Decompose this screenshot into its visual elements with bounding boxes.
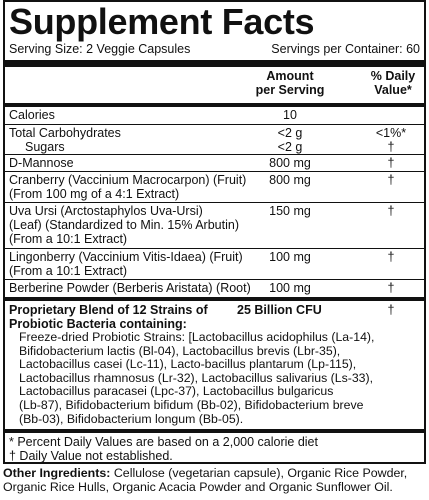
nutrient-dv: <1%* — [375, 126, 407, 140]
nutrient-name-detail: (Leaf) (Standardized to Min. 15% Arbutin) — [9, 218, 239, 232]
divider-thick — [5, 60, 424, 67]
nutrient-dv: † — [387, 250, 395, 264]
nutrient-amount: 800 mg — [269, 156, 311, 170]
nutrient-row-cranberry — [5, 171, 424, 202]
blend-line: Lactobacillus rhamnosus (Lr-32), Lactobacillus salivarius (Ls-33), — [19, 370, 374, 385]
nutrient-row-calories — [5, 107, 424, 124]
nutrient-name: D-Mannose — [9, 156, 74, 170]
nutrient-name-sugars: Sugars — [25, 140, 65, 154]
proprietary-blend — [5, 301, 424, 429]
dv-header-line1: % Daily — [370, 69, 416, 83]
nutrient-name: Berberine Powder (Berberis Aristata) (Root) — [9, 281, 251, 295]
other-ingredients-line2: Organic Rice Hulls, Organic Acacia Powder and Organic Sunflower Oil. — [3, 480, 393, 494]
blend-dv: † — [387, 303, 395, 317]
serving-info — [5, 42, 424, 57]
column-headers — [5, 67, 424, 103]
nutrient-amount: 100 mg — [269, 250, 311, 264]
nutrient-dv: † — [387, 173, 395, 187]
blend-line: (Lb-87), Bifidobacterium bifidum (Bb-02), Bifidobacterium breve — [19, 397, 364, 412]
nutrient-name-detail: (From a 10:1 Extract) — [9, 264, 128, 278]
nutrient-amount: 10 — [283, 108, 297, 122]
blend-line: (Bb-03), Bifidobacterium longum (Bb-05). — [19, 411, 244, 426]
nutrient-amount: <2 g — [277, 126, 303, 140]
blend-amount: 25 Billion CFU — [237, 303, 322, 317]
blend-line: Freeze-dried Probiotic Strains: [Lactobacillus acidophilus (La-14), — [19, 330, 375, 344]
nutrient-row-uva-ursi — [5, 202, 424, 248]
other-ingredients — [3, 466, 426, 494]
other-ingredients-label: Other Ingredients: — [3, 466, 111, 480]
nutrient-row-d-mannose — [5, 154, 424, 171]
nutrient-name: Total Carbohydrates — [9, 126, 121, 140]
blend-subtitle: Probiotic Bacteria containing: — [9, 317, 187, 331]
nutrient-amount: 100 mg — [269, 281, 311, 295]
footnote-dagger: † Daily Value not established. — [9, 449, 173, 463]
blend-line: Bifidobacterium lactis (Bl-04), Lactobacillus brevis (Lbr-35), — [19, 343, 341, 358]
nutrient-name-detail: (From 100 mg of a 4:1 Extract) — [9, 187, 180, 201]
amount-header-line2: per Serving — [255, 83, 325, 97]
blend-strains — [19, 331, 374, 426]
serving-size: Serving Size: 2 Veggie Capsules — [9, 42, 191, 56]
nutrient-name: Cranberry (Vaccinium Macrocarpon) (Fruit) — [9, 173, 247, 187]
other-ingredients-text: Cellulose (vegetarian capsule), Organic Rice Powder, — [110, 466, 408, 480]
amount-header-line1: Amount — [266, 69, 314, 83]
amount-header — [252, 69, 328, 97]
nutrient-dv: † — [387, 204, 395, 218]
nutrient-name: Calories — [9, 108, 55, 122]
nutrient-row-lingonberry — [5, 248, 424, 279]
daily-value-header — [363, 69, 423, 97]
footnote-daily-values: * Percent Daily Values are based on a 2,000 calorie diet — [9, 435, 318, 449]
nutrient-name-detail: (From a 10:1 Extract) — [9, 232, 128, 246]
supplement-facts-panel — [3, 0, 426, 464]
blend-title: Proprietary Blend of 12 Strains of — [9, 303, 208, 317]
nutrient-amount: 800 mg — [269, 173, 311, 187]
other-ingredients-line1 — [3, 466, 426, 480]
dv-header-line2: Value* — [374, 83, 412, 97]
panel-title: Supplement Facts — [9, 1, 315, 42]
servings-per-container: Servings per Container: 60 — [271, 42, 420, 56]
nutrient-amount: 150 mg — [269, 204, 311, 218]
nutrient-name: Uva Ursi (Arctostaphylos Uva-Ursi) — [9, 204, 203, 218]
divider-footer — [5, 429, 424, 433]
nutrient-dv-sugars: † — [387, 140, 395, 154]
nutrient-dv: † — [387, 156, 395, 170]
blend-line: Lactobacillus paracasei (Lpc-37), Lactobacillus bulgaricus — [19, 384, 334, 399]
nutrient-row-berberine — [5, 279, 424, 297]
nutrient-row-carbohydrates — [5, 124, 424, 154]
nutrient-name: Lingonberry (Vaccinium Vitis-Idaea) (Fruit) — [9, 250, 243, 264]
nutrient-dv: † — [387, 281, 395, 295]
blend-line: Lactobacillus casei (Lc-11), Lacto-bacillus plantarum (Lp-115), — [19, 357, 357, 372]
nutrient-amount-sugars: <2 g — [277, 140, 303, 154]
